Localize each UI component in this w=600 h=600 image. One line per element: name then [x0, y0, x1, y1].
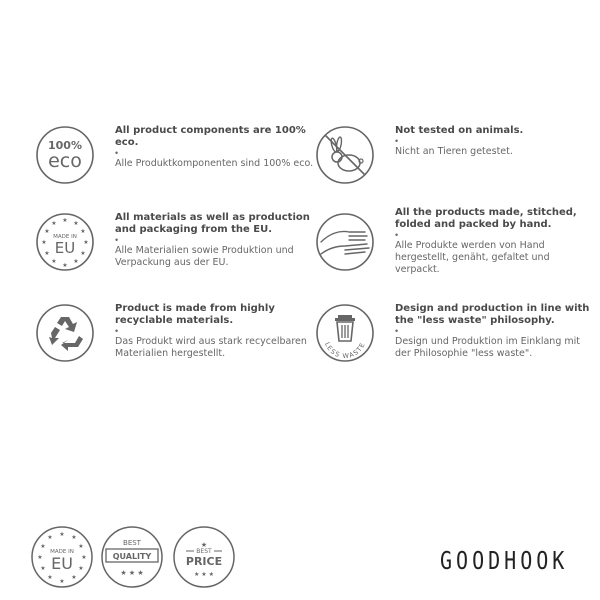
- svg-text:LESS WASTE: LESS WASTE: [323, 340, 368, 361]
- handmade-hands-icon: [315, 212, 375, 272]
- bullet: •: [115, 235, 119, 245]
- svg-text:★: ★: [71, 574, 77, 581]
- bullet: •: [395, 326, 399, 336]
- svg-text:★: ★: [71, 534, 77, 541]
- svg-text:BEST: BEST: [196, 548, 212, 555]
- svg-text:★: ★: [40, 543, 46, 550]
- bunny-cruelty-free-icon: [315, 125, 375, 185]
- feature-description: Nicht an Tieren getestet.: [395, 146, 513, 157]
- svg-text:★: ★: [83, 239, 89, 246]
- svg-text:★: ★: [200, 541, 208, 549]
- svg-text:★: ★: [78, 543, 84, 550]
- bullet: •: [115, 326, 119, 336]
- svg-text:★: ★: [44, 228, 50, 235]
- feature-description: Das Produkt wird aus stark recycelbaren Materialien hergestellt.: [115, 336, 307, 359]
- svg-text:EU: EU: [54, 239, 76, 257]
- feature-title: Product is made from highly recyclable materials.: [115, 303, 275, 326]
- bullet: •: [115, 148, 119, 158]
- svg-text:★: ★: [44, 250, 50, 257]
- made-in-eu-icon: [35, 212, 95, 272]
- brand-logo: GOODHOOK: [440, 545, 569, 575]
- svg-text:★: ★: [37, 554, 43, 561]
- svg-text:★: ★: [78, 565, 84, 572]
- svg-text:★: ★: [40, 565, 46, 572]
- bullet: •: [395, 230, 399, 240]
- feature-title: All the products made, stitched, folded and packed by hand.: [395, 207, 577, 230]
- svg-text:★: ★: [80, 228, 86, 235]
- feature-description: Alle Produktkomponenten sind 100% eco.: [115, 158, 314, 169]
- feature-title: Not tested on animals.: [395, 125, 524, 136]
- svg-text:eco: eco: [48, 150, 82, 172]
- svg-text:★: ★: [41, 239, 47, 246]
- svg-text:★ ★ ★: ★ ★ ★: [120, 569, 144, 577]
- less-waste-trash-icon: [315, 303, 375, 363]
- feature-description: Alle Materialien sowie Produktion und Verpackung aus der EU.: [115, 245, 294, 268]
- best-quality-badge-icon: [100, 525, 164, 589]
- svg-text:★: ★: [59, 578, 65, 585]
- recycle-icon: [35, 303, 95, 363]
- feature-title: All product components are 100% eco.: [115, 125, 306, 148]
- svg-text:★: ★: [62, 262, 68, 269]
- bullet: •: [395, 136, 399, 146]
- svg-text:★: ★: [59, 531, 65, 538]
- svg-text:★: ★: [73, 258, 79, 265]
- eco-100-icon: [35, 125, 95, 185]
- svg-text:★: ★: [47, 534, 53, 541]
- svg-text:★: ★: [81, 554, 87, 561]
- svg-text:★: ★: [62, 217, 68, 224]
- svg-text:★: ★: [51, 220, 57, 227]
- svg-text:★: ★: [51, 258, 57, 265]
- svg-text:MADE IN: MADE IN: [53, 234, 77, 240]
- feature-description: Design und Produktion im Einklang mit der Philosophie "less waste".: [395, 336, 580, 359]
- made-in-eu-badge-icon: [30, 525, 94, 589]
- svg-text:100%: 100%: [48, 139, 82, 152]
- svg-text:★: ★: [80, 250, 86, 257]
- svg-text:MADE IN: MADE IN: [50, 549, 74, 555]
- feature-description: Alle Produkte werden von Hand hergestellt, genäht, gefaltet und verpackt.: [395, 240, 550, 275]
- svg-text:★: ★: [47, 574, 53, 581]
- svg-text:QUALITY: QUALITY: [112, 552, 152, 561]
- feature-title: All materials as well as production and packaging from the EU.: [115, 212, 310, 235]
- svg-text:★: ★: [73, 220, 79, 227]
- svg-text:PRICE: PRICE: [185, 555, 223, 568]
- svg-text:EU: EU: [51, 554, 73, 573]
- best-price-badge-icon: [172, 525, 236, 589]
- svg-text:BEST: BEST: [123, 539, 141, 547]
- feature-title: Design and production in line with the "less waste" philosophy.: [395, 303, 590, 326]
- svg-text:★ ★ ★: ★ ★ ★: [194, 571, 214, 578]
